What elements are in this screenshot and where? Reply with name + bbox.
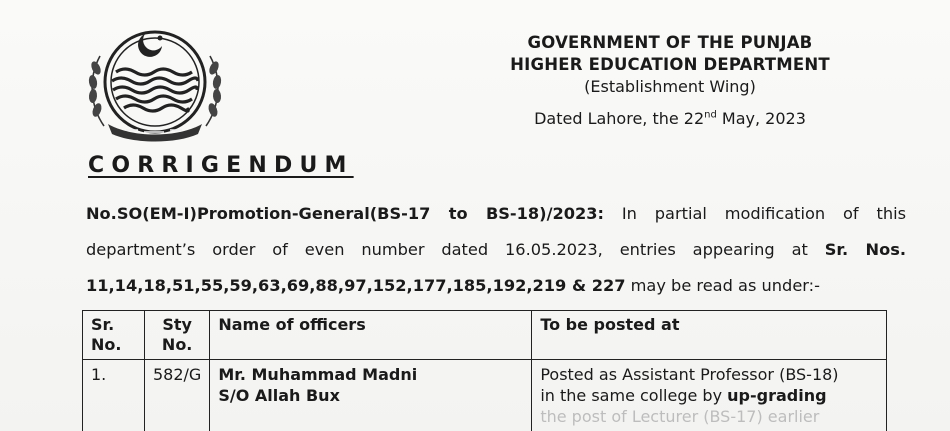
cell-post xyxy=(532,360,887,431)
header-sty-no xyxy=(145,311,210,360)
cell-name xyxy=(210,360,532,431)
date-ordinal: nd xyxy=(704,109,717,121)
cell-sty: 582/G xyxy=(145,360,210,431)
table-row xyxy=(83,360,887,431)
paragraph-text-2: may be read as under:- xyxy=(625,276,820,295)
officer-name: Mr. Muhammad Madni xyxy=(218,365,418,384)
post-line2b: up-grading xyxy=(727,386,827,405)
header-sty-line1: Sty xyxy=(162,315,192,334)
department-name: HIGHER EDUCATION DEPARTMENT xyxy=(510,55,830,74)
letterhead xyxy=(460,32,880,130)
header-sr-no xyxy=(83,311,145,360)
government-name: GOVERNMENT OF THE PUNJAB xyxy=(527,33,813,52)
post-line2a: in the same college by xyxy=(540,386,728,405)
date-line xyxy=(460,108,880,130)
date-prefix: Dated Lahore, the 22 xyxy=(534,109,705,128)
order-paragraph xyxy=(86,196,906,304)
officer-parent: S/O Allah Bux xyxy=(218,386,340,405)
header-post: To be posted at xyxy=(532,311,887,360)
serial-numbers: Sr. Nos. 11,14,18,51,55,59,63,69,88,97,152,177,185,192,219 & 227 xyxy=(86,240,906,295)
table-header-row xyxy=(83,311,887,360)
date-suffix: May, 2023 xyxy=(716,109,806,128)
cell-sr: 1. xyxy=(83,360,145,431)
paragraph-text-1: In partial modification of this department’s order of even number dated 16.05.2023, entries appearing at xyxy=(86,204,907,259)
header-name: Name of officers xyxy=(210,311,532,360)
punjab-government-seal-icon xyxy=(82,16,228,144)
wing-name: (Establishment Wing) xyxy=(584,77,756,96)
post-line3: the post of Lecturer (BS-17) earlier xyxy=(540,407,820,426)
post-line1: Posted as Assistant Professor (BS-18) xyxy=(540,365,839,384)
document-title: CORRIGENDUM xyxy=(88,153,354,178)
reference-number: No.SO(EM-I)Promotion-General(BS-17 to BS-18)/2023: xyxy=(86,204,605,223)
header-sr-line2: No. xyxy=(91,335,122,354)
officers-table xyxy=(82,310,887,431)
header-sr-line1: Sr. xyxy=(91,315,115,334)
header-sty-line2: No. xyxy=(161,335,193,354)
